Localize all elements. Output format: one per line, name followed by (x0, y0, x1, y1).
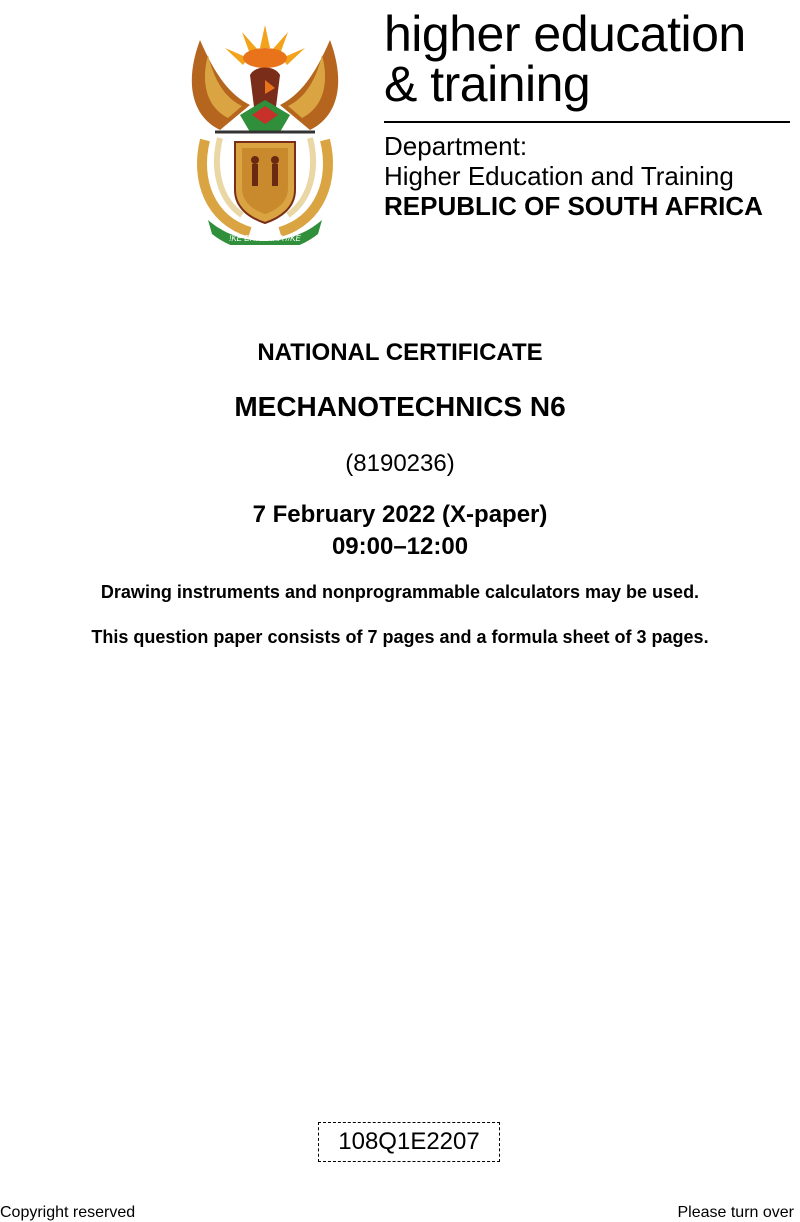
svg-text:!KE E: /XARRA //KE: !KE E: /XARRA //KE (229, 234, 301, 243)
instruction-text: Drawing instruments and nonprogrammable calculators may be used. (100, 582, 700, 602)
paper-id-box: 108Q1E2207 (318, 1122, 500, 1162)
brand-line-1: higher education (384, 6, 746, 62)
brand-line-2: & training (384, 56, 591, 112)
brand-divider (384, 121, 790, 123)
turn-over-notice: Please turn over (677, 1204, 794, 1221)
page-count-note: This question paper consists of 7 pages and a formula sheet of 3 pages. (91, 627, 709, 647)
department-name: Higher Education and Training (384, 161, 734, 191)
coat-of-arms-icon (180, 20, 350, 245)
certificate-title: NATIONAL CERTIFICATE (257, 339, 543, 366)
country-name: REPUBLIC OF SOUTH AFRICA (384, 191, 763, 221)
exam-date: 7 February 2022 (X-paper) (252, 501, 548, 528)
department-label: Department: (384, 131, 528, 161)
subject-title: MECHANOTECHNICS N6 (234, 391, 566, 422)
exam-time: 09:00–12:00 (331, 533, 469, 560)
copyright-notice: Copyright reserved (0, 1204, 136, 1221)
subject-code: (8190236) (345, 450, 455, 477)
